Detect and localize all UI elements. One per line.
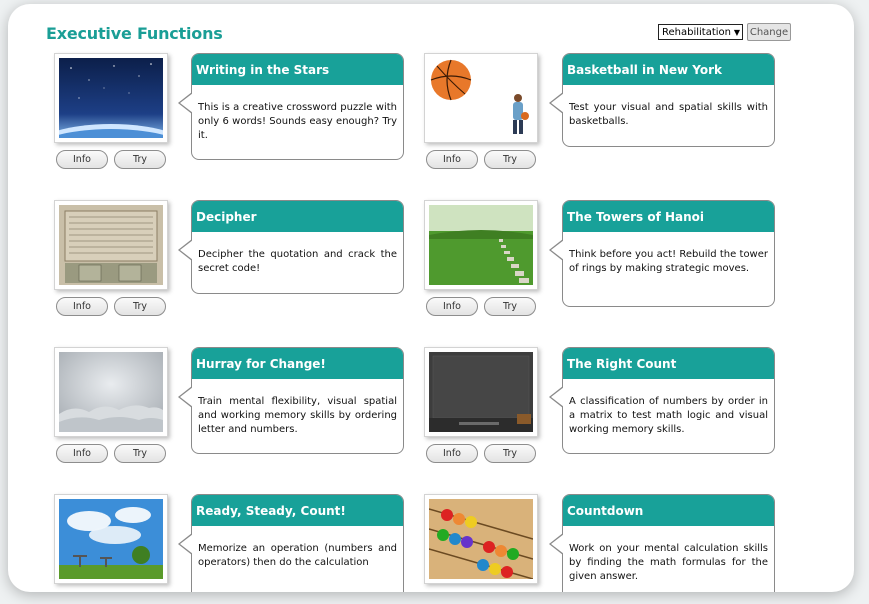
try-button[interactable]: Try [114, 444, 166, 463]
content-frame [8, 4, 854, 592]
game-description-bubble [191, 200, 404, 294]
game-card [424, 200, 779, 330]
game-image [59, 58, 163, 138]
info-button[interactable]: Info [56, 297, 108, 316]
try-button[interactable]: Try [484, 150, 536, 169]
game-image [429, 58, 533, 138]
game-thumbnail[interactable] [424, 200, 538, 290]
game-description-bubble [191, 53, 404, 160]
game-description: Test your visual and spatial skills with basketballs. [569, 102, 768, 127]
game-description: This is a creative crossword puzzle with only 6 words! Sounds easy enough? Try it. [198, 102, 397, 141]
category-select[interactable] [658, 24, 743, 40]
bubble-tail [178, 533, 192, 555]
game-description: Work on your mental calculation skills by finding the math formulas for the given answer. [569, 543, 768, 582]
game-description: Think before you act! Rebuild the tower of rings by making strategic moves. [569, 249, 768, 274]
try-button[interactable]: Try [114, 297, 166, 316]
game-description-bubble [562, 53, 775, 147]
category-filter [658, 23, 791, 41]
game-image [429, 352, 533, 432]
game-thumbnail[interactable] [424, 347, 538, 437]
game-title[interactable]: Decipher [192, 201, 403, 232]
change-button[interactable]: Change [747, 23, 791, 41]
bubble-tail [549, 533, 563, 555]
game-title[interactable]: The Towers of Hanoi [563, 201, 774, 232]
bubble-tail [178, 386, 192, 408]
bubble-tail [549, 92, 563, 114]
game-title[interactable]: The Right Count [563, 348, 774, 379]
game-card [54, 200, 409, 330]
info-button[interactable]: Info [426, 150, 478, 169]
try-button[interactable]: Try [114, 150, 166, 169]
game-thumbnail[interactable] [54, 494, 168, 584]
game-description: Memorize an operation (numbers and operators) then do the calculation [198, 543, 397, 568]
game-card [424, 494, 779, 592]
game-card [424, 347, 779, 477]
game-title[interactable]: Countdown [563, 495, 774, 526]
bubble-tail [178, 92, 192, 114]
game-image [429, 205, 533, 285]
game-card [54, 53, 409, 183]
info-button[interactable]: Info [56, 444, 108, 463]
info-button[interactable]: Info [426, 297, 478, 316]
game-description-bubble [191, 494, 404, 592]
game-image [59, 352, 163, 432]
game-description: Train mental flexibility, visual spatial and working memory skills by ordering letter and numbers. [198, 396, 397, 435]
game-image [429, 499, 533, 579]
info-button[interactable]: Info [56, 150, 108, 169]
game-description-bubble [191, 347, 404, 454]
game-card [424, 53, 779, 183]
game-title[interactable]: Hurray for Change! [192, 348, 403, 379]
game-thumbnail[interactable] [54, 347, 168, 437]
game-thumbnail[interactable] [54, 53, 168, 143]
game-description-bubble [562, 494, 775, 592]
game-description: Decipher the quotation and crack the secret code! [198, 249, 397, 274]
game-title[interactable]: Writing in the Stars [192, 54, 403, 85]
chevron-down-icon: ▼ [733, 27, 740, 37]
page-title: Executive Functions [46, 24, 223, 43]
game-description-bubble [562, 347, 775, 454]
game-image [59, 499, 163, 579]
bubble-tail [178, 239, 192, 261]
game-thumbnail[interactable] [424, 53, 538, 143]
game-description: A classification of numbers by order in a matrix to test math logic and visual working memory skills. [569, 396, 768, 435]
category-select-value: Rehabilitation [662, 26, 732, 38]
try-button[interactable]: Try [484, 297, 536, 316]
game-title[interactable]: Basketball in New York [563, 54, 774, 85]
game-description-bubble [562, 200, 775, 307]
bubble-tail [549, 386, 563, 408]
game-title[interactable]: Ready, Steady, Count! [192, 495, 403, 526]
info-button[interactable]: Info [426, 444, 478, 463]
game-card [54, 494, 409, 592]
game-card [54, 347, 409, 477]
game-thumbnail[interactable] [424, 494, 538, 584]
game-image [59, 205, 163, 285]
game-thumbnail[interactable] [54, 200, 168, 290]
try-button[interactable]: Try [484, 444, 536, 463]
bubble-tail [549, 239, 563, 261]
